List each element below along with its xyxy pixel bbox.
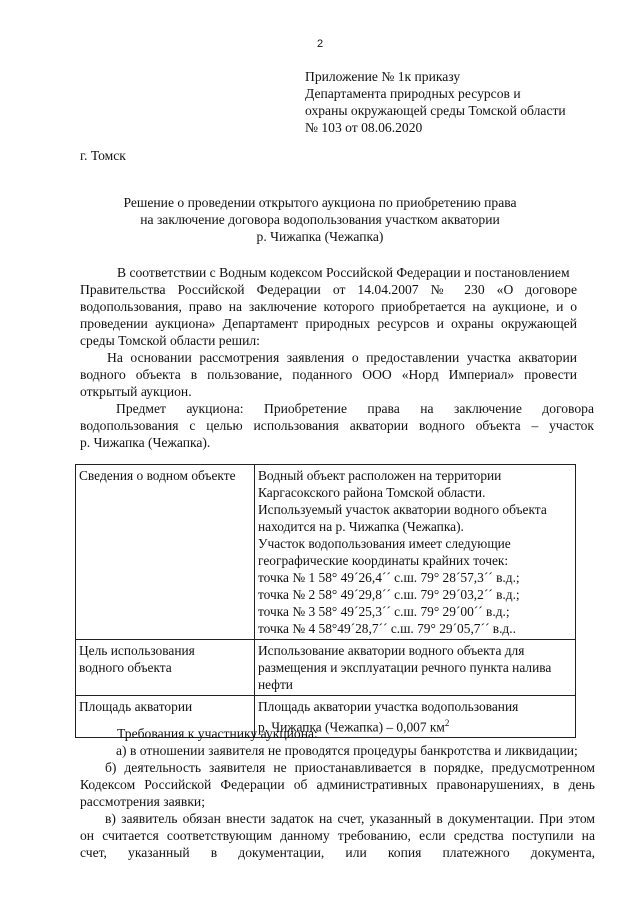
coordinate-point: точка № 4 58°49´28,7´´ с.ш. 79° 29´05,7´´ в.д.. [258, 621, 516, 636]
para1-line: среды Томской области решил: [80, 333, 260, 348]
para1-line: Правительства Российской Федерации от 14.04.2007 № 230 «О договоре [80, 282, 577, 297]
appendix-line: Департамента природных ресурсов и [305, 86, 521, 101]
coordinate-point: точка № 2 58° 49´29,8´´ с.ш. 79° 29´03,2´´ в.д.; [258, 587, 520, 602]
table-value-cell [255, 465, 576, 640]
para1-line: водопользования, право на заключение которого приобретается на аукционе, и о [80, 299, 577, 314]
value-line: Водный объект расположен на территории [258, 468, 502, 483]
value-line: Использование акватории водного объекта для [258, 643, 525, 658]
appendix-header [305, 68, 566, 136]
area-unit-exponent: 2 [444, 718, 450, 728]
row-label: водного объекта [79, 660, 172, 675]
value-line: Каргасокского района Томской области. [258, 485, 486, 500]
value-line: Используемый участок акватории водного объекта [258, 502, 547, 517]
para3-line: водопользования с целью использования акватории водного объекта – участок [80, 418, 594, 433]
requirement-b-line: рассмотрения заявки; [80, 794, 205, 809]
title-line: на заключение договора водопользования участком акватории [140, 212, 500, 227]
title-line: р. Чижапка (Чежапка) [256, 229, 384, 244]
table-row [76, 465, 576, 640]
appendix-line: № 103 от 08.06.2020 [305, 120, 423, 135]
city: г. Томск [80, 148, 126, 163]
requirement-a: а) в отношении заявителя не проводятся процедуры банкротства и ликвидации; [116, 743, 578, 758]
row-label: Сведения о водном объекте [79, 468, 236, 483]
appendix-line: Приложение № 1к приказу [305, 69, 461, 84]
value-line: нефти [258, 677, 293, 692]
water-object-table [75, 464, 576, 738]
requirement-b-line: б) деятельность заявителя не приостанавливается в порядке, предусмотренном [105, 760, 595, 775]
page-number: 2 [316, 38, 324, 50]
document-title [60, 194, 580, 245]
area-value: р. Чижапка (Чежапка) – 0,007 км [258, 719, 445, 735]
coordinate-point: точка № 3 58° 49´25,3´´ с.ш. 79° 29´00´´ в.д.; [258, 604, 510, 619]
value-line: Участок водопользования имеет следующие [258, 536, 511, 551]
para1-line: В соответствии с Водным кодексом Российской Федерации и постановлением [117, 265, 570, 280]
para2-line: открытый аукцион. [80, 384, 192, 399]
para2-line: На основании рассмотрения заявления о предоставлении участка акватории [107, 350, 577, 365]
appendix-line: охраны окружающей среды Томской области [305, 103, 566, 118]
title-line: Решение о проведении открытого аукциона по приобретению права [123, 195, 517, 210]
row-label: Цель использования [79, 643, 195, 658]
value-line: географические координаты крайних точек: [258, 553, 509, 568]
para1-line: проведении аукциона» Департамент природных ресурсов и охраны окружающей [80, 316, 577, 331]
coordinate-point: точка № 1 58° 49´26,4´´ с.ш. 79° 28´57,3´´ в.д.; [258, 570, 520, 585]
value-line: Площадь акватории участка водопользования [258, 699, 519, 714]
para3-line: Предмет аукциона: Приобретение права на заключение договора [116, 401, 594, 416]
table-row [76, 640, 576, 696]
requirement-b-line: Кодексом Российской Федерации об административных правонарушениях, в день [80, 777, 595, 792]
requirement-c-line: в) заявитель обязан внести задаток на счет, указанный в документации. При этом [105, 811, 595, 826]
row-label: Площадь акватории [79, 699, 193, 714]
value-line: размещения и эксплуатации речного пункта налива [258, 660, 552, 675]
table-label-cell [76, 465, 255, 640]
requirement-c-line: он считается соответствующим данному требованию, если средства поступили на [80, 828, 595, 843]
value-line: находится на р. Чижапка (Чежапка). [258, 519, 464, 534]
table-value-cell [255, 640, 576, 696]
requirements-heading: Требования к участнику аукциона: [117, 726, 318, 741]
para3-line: р. Чижапка (Чежапка). [80, 435, 211, 450]
table-label-cell [76, 640, 255, 696]
requirement-c-line: счет, указанный в документации, или копия платежного документа, [80, 845, 595, 860]
para2-line: водного объекта в пользование, поданного ООО «Норд Империал» провести [80, 367, 577, 382]
